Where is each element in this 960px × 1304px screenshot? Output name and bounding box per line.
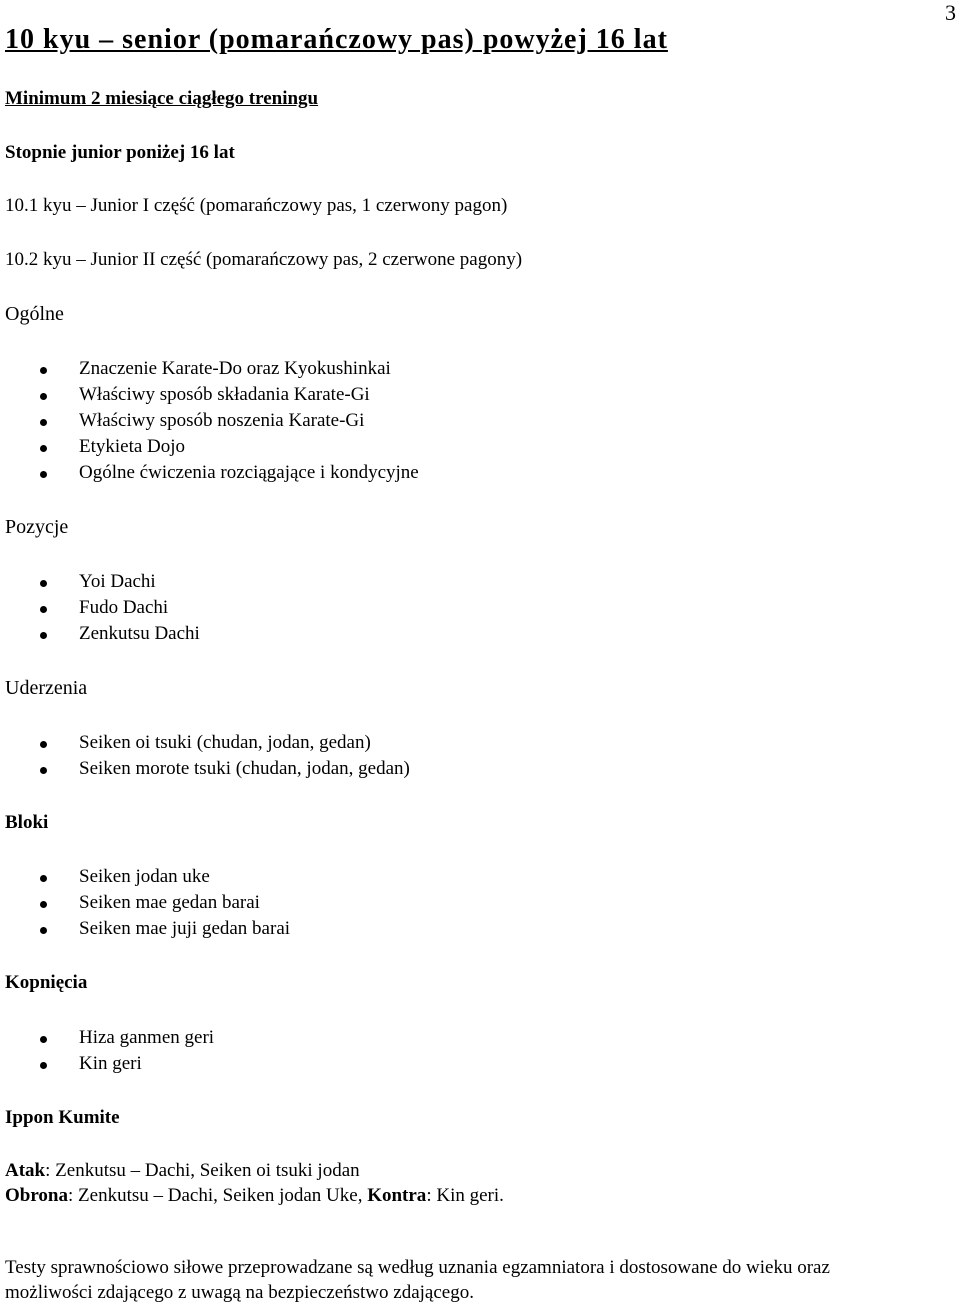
section-heading-ippon-kumite: Ippon Kumite (5, 1107, 120, 1128)
attack-label: Atak (5, 1160, 46, 1181)
bullet-icon (40, 632, 47, 639)
junior-stages-heading: Stopnie junior poniżej 16 lat (5, 142, 235, 163)
bullet-icon (40, 875, 47, 882)
bullet-icon (40, 927, 47, 934)
counter-label: Kontra (367, 1185, 427, 1206)
section-heading-strikes: Uderzenia (5, 677, 88, 699)
attack-text: : Zenkutsu – Dachi, Seiken oi tsuki jodan (45, 1160, 360, 1181)
stage-2-line: 10.2 kyu – Junior II część (pomarańczowy pas, 2 czerwone pagony) (5, 249, 523, 270)
min-training-note: Minimum 2 miesiące ciągłego treningu (5, 88, 319, 109)
bullet-icon (40, 445, 47, 452)
bullet-icon (40, 767, 47, 774)
bullet-icon (40, 606, 47, 613)
stage-1-line: 10.1 kyu – Junior I część (pomarańczowy pas, 1 czerwony pagon) (5, 195, 508, 216)
bullet-icon (40, 367, 47, 374)
footer-note-line-2: możliwości zdającego z uwagą na bezpieczeństwo zdającego. (5, 1282, 474, 1303)
bullet-icon (40, 741, 47, 748)
bullet-icon (40, 393, 47, 400)
section-heading-general: Ogólne (5, 303, 64, 325)
defense-text: : Zenkutsu – Dachi, Seiken jodan Uke, (68, 1185, 368, 1206)
section-heading-stances: Pozycje (5, 516, 69, 538)
page-number: 3 (945, 0, 956, 25)
defense-line (5, 1185, 504, 1207)
counter-text: : Kin geri. (426, 1185, 504, 1206)
bullet-icon (40, 1062, 47, 1069)
section-heading-blocks: Bloki (5, 812, 49, 833)
bullet-icon (40, 419, 47, 426)
defense-label: Obrona (5, 1185, 69, 1206)
attack-line (5, 1160, 360, 1182)
bullet-icon (40, 471, 47, 478)
bullet-icon (40, 580, 47, 587)
page-title: 10 kyu – senior (pomarańczowy pas) powyżej 16 lat (5, 24, 668, 55)
footer-note-line-1: Testy sprawnościowo siłowe przeprowadzane są według uznania egzamniatora i dostosowane do wieku oraz (5, 1257, 830, 1278)
bullet-icon (40, 1036, 47, 1043)
bullet-icon (40, 901, 47, 908)
section-heading-kicks: Kopnięcia (5, 972, 88, 993)
